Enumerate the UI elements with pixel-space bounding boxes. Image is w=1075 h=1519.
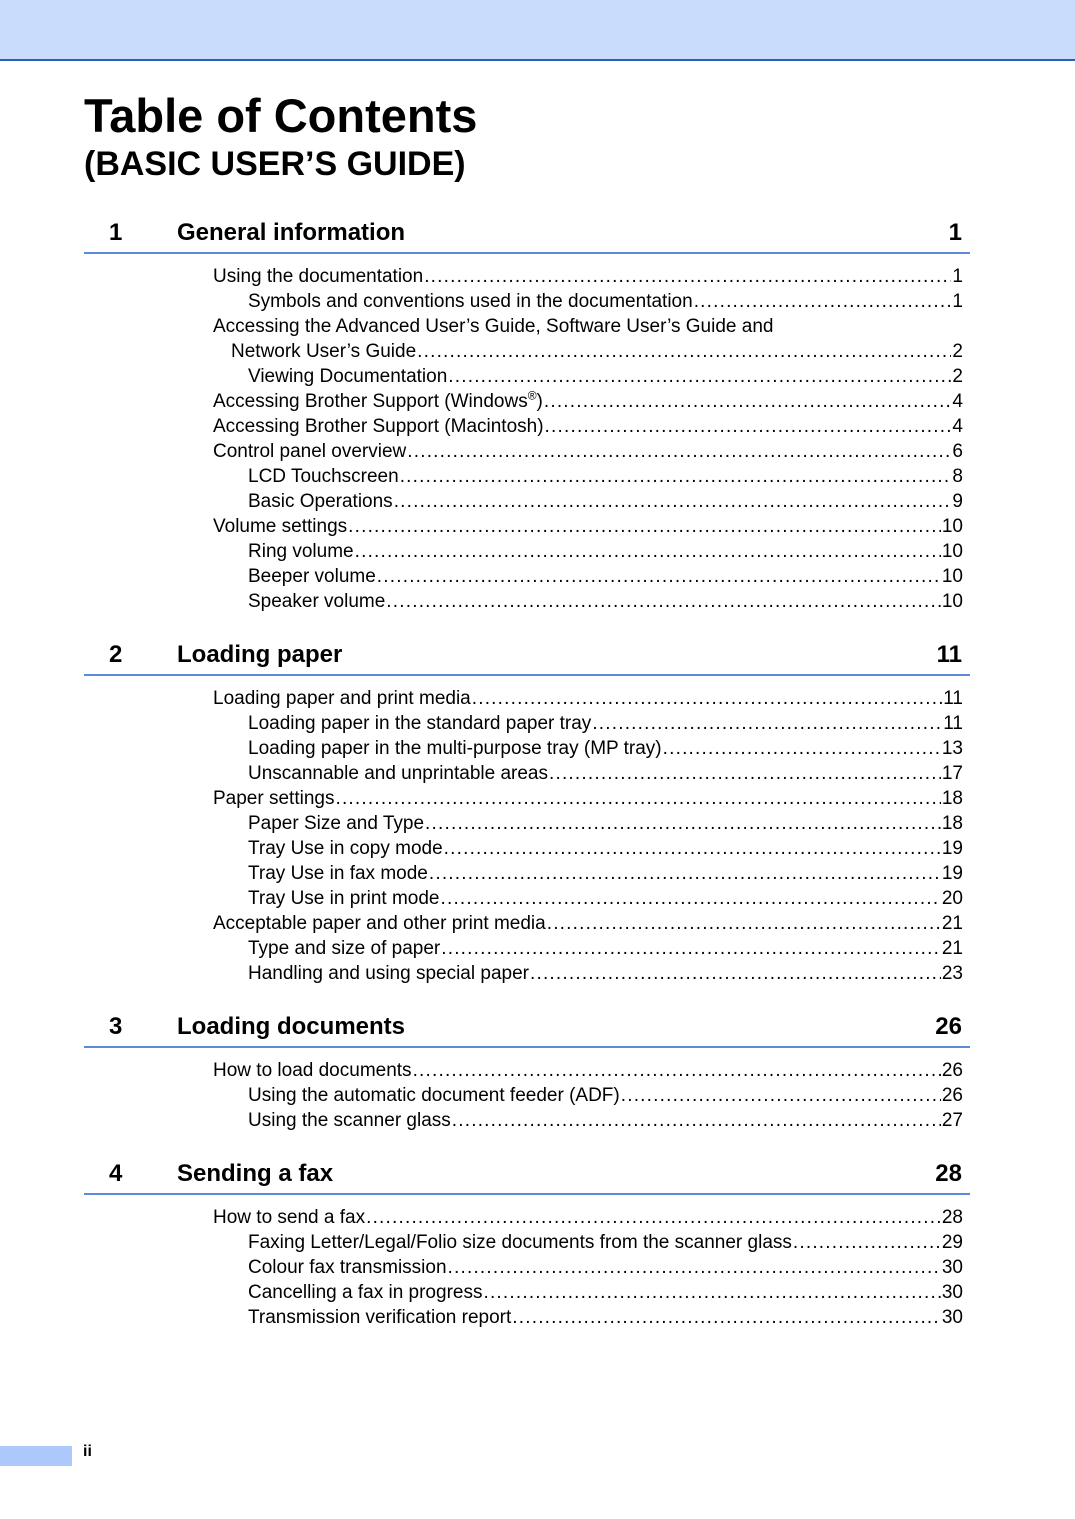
chapter-number: 2: [109, 641, 123, 668]
toc-entry[interactable]: [248, 464, 963, 489]
toc-entry[interactable]: [213, 314, 963, 339]
chapter-page: 1: [948, 219, 962, 246]
toc-entry[interactable]: [248, 1305, 963, 1330]
toc-entry[interactable]: [248, 1083, 963, 1108]
entry-text: Accessing the Advanced User’s Guide, Software User’s Guide and: [213, 316, 774, 337]
toc-entry[interactable]: [213, 786, 963, 811]
entry-text: Paper settings: [213, 788, 335, 809]
entry-page: 23: [941, 963, 963, 984]
toc-entry[interactable]: [213, 414, 963, 439]
entry-text: Accessing Brother Support (Windows®): [213, 389, 543, 412]
dot-leader: [448, 364, 951, 389]
chapter-2: [84, 636, 970, 986]
entry-text: Tray Use in print mode: [248, 888, 440, 909]
entry-text: Loading paper in the standard paper tray: [248, 713, 592, 734]
toc-entry[interactable]: [248, 861, 963, 886]
dot-leader: [355, 539, 941, 564]
dot-leader: [377, 564, 941, 589]
entry-text: Viewing Documentation: [248, 366, 448, 387]
entry-page: 11: [943, 688, 963, 709]
dot-leader: [444, 836, 941, 861]
dot-leader: [663, 736, 941, 761]
toc-entry-continuation[interactable]: [231, 339, 963, 364]
dot-leader: [545, 414, 952, 439]
dot-leader: [544, 389, 952, 414]
toc-entry[interactable]: [248, 1255, 963, 1280]
toc-entry[interactable]: [213, 686, 963, 711]
toc-entry[interactable]: [248, 289, 963, 314]
toc-entry[interactable]: [248, 736, 963, 761]
entry-page: 10: [941, 541, 963, 562]
entry-text: Using the documentation: [213, 266, 424, 287]
chapter-page: 26: [935, 1013, 962, 1040]
chapter-number: 3: [109, 1013, 123, 1040]
entry-page: 30: [941, 1282, 963, 1303]
entry-page: 29: [941, 1232, 963, 1253]
page-title: Table of Contents: [84, 89, 478, 142]
entry-page: 19: [941, 838, 963, 859]
toc-entry[interactable]: [248, 886, 963, 911]
entry-page: 21: [941, 938, 963, 959]
chapter-3: [84, 1008, 970, 1133]
toc-entry[interactable]: [248, 811, 963, 836]
toc-entry[interactable]: [248, 836, 963, 861]
entry-page: 1: [952, 266, 963, 287]
toc-entry[interactable]: [213, 389, 963, 414]
toc-entry[interactable]: [248, 1108, 963, 1133]
entry-text: Tray Use in fax mode: [248, 863, 428, 884]
dot-leader: [592, 711, 942, 736]
entry-page: 20: [941, 888, 963, 909]
entry-page: 28: [941, 1207, 963, 1228]
toc-entry[interactable]: [248, 564, 963, 589]
chapter-title: General information: [177, 219, 406, 246]
dot-leader: [694, 289, 952, 314]
toc-entry[interactable]: [248, 589, 963, 614]
chapter-heading[interactable]: [84, 636, 970, 676]
entry-page: 4: [952, 416, 963, 437]
dot-leader: [530, 961, 941, 986]
entry-page: 13: [941, 738, 963, 759]
page-subtitle: (BASIC USER’S GUIDE): [84, 145, 466, 183]
dot-leader: [407, 439, 951, 464]
entry-text: Type and size of paper: [248, 938, 441, 959]
page-number: ii: [83, 1443, 92, 1460]
toc-entry[interactable]: [248, 489, 963, 514]
dot-leader: [621, 1083, 941, 1108]
chapter-title: Loading paper: [177, 641, 343, 668]
dot-leader: [425, 811, 941, 836]
header-band: [0, 0, 1075, 61]
entry-page: 17: [941, 763, 963, 784]
entry-text: Volume settings: [213, 516, 348, 537]
dot-leader: [400, 464, 952, 489]
entry-page: 11: [943, 713, 963, 734]
chapter-number: 4: [109, 1160, 123, 1187]
entry-text: Symbols and conventions used in the documentation: [248, 291, 693, 312]
toc-entry[interactable]: [248, 761, 963, 786]
toc-entry[interactable]: [248, 1230, 963, 1255]
chapter-1: [84, 214, 970, 614]
entry-text: How to load documents: [213, 1060, 412, 1081]
toc-entry[interactable]: [248, 961, 963, 986]
entry-page: 6: [952, 441, 963, 462]
toc-entry[interactable]: [213, 911, 963, 936]
dot-leader: [440, 886, 940, 911]
entry-text: Using the scanner glass: [248, 1110, 451, 1131]
toc-entry[interactable]: [248, 539, 963, 564]
dot-leader: [441, 936, 941, 961]
dot-leader: [547, 911, 941, 936]
entry-text: Using the automatic document feeder (ADF): [248, 1085, 620, 1106]
dot-leader: [483, 1280, 940, 1305]
entry-text: Ring volume: [248, 541, 354, 562]
table-of-contents: [84, 214, 970, 1352]
entry-text: Accessing Brother Support (Macintosh): [213, 416, 544, 437]
chapter-heading[interactable]: [84, 1008, 970, 1048]
chapter-4: [84, 1155, 970, 1330]
chapter-page: 11: [936, 641, 962, 668]
entry-text: Transmission verification report: [248, 1307, 512, 1328]
entry-text: Faxing Letter/Legal/Folio size documents from the scanner glass: [248, 1232, 792, 1253]
entry-text: Loading paper and print media: [213, 688, 471, 709]
entry-text: Network User’s Guide: [231, 341, 417, 362]
entry-text: Unscannable and unprintable areas: [248, 763, 548, 784]
chapter-heading[interactable]: [84, 1155, 970, 1195]
entry-page: 26: [941, 1085, 963, 1106]
entry-text: Basic Operations: [248, 491, 393, 512]
footer-band: [0, 1446, 72, 1466]
entry-text: Cancelling a fax in progress: [248, 1282, 483, 1303]
chapter-page: 28: [935, 1160, 962, 1187]
entry-text: Handling and using special paper: [248, 963, 529, 984]
toc-entry[interactable]: [248, 936, 963, 961]
entry-page: 10: [941, 516, 963, 537]
entry-page: 18: [941, 813, 963, 834]
dot-leader: [386, 589, 941, 614]
entry-text: Loading paper in the multi-purpose tray (MP tray): [248, 738, 662, 759]
entry-page: 2: [952, 341, 963, 362]
chapter-title: Sending a fax: [177, 1160, 334, 1187]
dot-leader: [448, 1255, 941, 1280]
entry-page: 27: [941, 1110, 963, 1131]
dot-leader: [512, 1305, 941, 1330]
entry-page: 10: [941, 591, 963, 612]
entry-page: 8: [952, 466, 963, 487]
entry-text: Beeper volume: [248, 566, 376, 587]
entry-page: 4: [952, 391, 963, 412]
entry-page: 26: [941, 1060, 963, 1081]
entry-page: 10: [941, 566, 963, 587]
toc-entry[interactable]: [213, 514, 963, 539]
entry-text: Control panel overview: [213, 441, 407, 462]
entry-page: 19: [941, 863, 963, 884]
entry-page: 21: [941, 913, 963, 934]
toc-entry[interactable]: [248, 1280, 963, 1305]
dot-leader: [452, 1108, 941, 1133]
dot-leader: [348, 514, 941, 539]
dot-leader: [394, 489, 952, 514]
dot-leader: [417, 339, 951, 364]
entry-text: Colour fax transmission: [248, 1257, 447, 1278]
dot-leader: [413, 1058, 941, 1083]
toc-entry[interactable]: [213, 1058, 963, 1083]
toc-entry[interactable]: [213, 1205, 963, 1230]
toc-entry[interactable]: [213, 264, 963, 289]
registered-mark: ®: [527, 389, 537, 403]
toc-entry[interactable]: [248, 711, 963, 736]
toc-entry[interactable]: [213, 439, 963, 464]
entry-page: 2: [952, 366, 963, 387]
dot-leader: [793, 1230, 941, 1255]
dot-leader: [472, 686, 943, 711]
dot-leader: [549, 761, 941, 786]
entry-text: Acceptable paper and other print media: [213, 913, 546, 934]
dot-leader: [429, 861, 941, 886]
entry-text: How to send a fax: [213, 1207, 366, 1228]
entry-page: 30: [941, 1257, 963, 1278]
entry-page: 1: [952, 291, 963, 312]
dot-leader: [424, 264, 951, 289]
entry-page: 30: [941, 1307, 963, 1328]
chapter-heading[interactable]: [84, 214, 970, 254]
chapter-title: Loading documents: [177, 1013, 405, 1040]
entry-text: Speaker volume: [248, 591, 386, 612]
entry-page: 9: [952, 491, 963, 512]
chapter-number: 1: [109, 219, 123, 246]
dot-leader: [366, 1205, 941, 1230]
entry-text: LCD Touchscreen: [248, 466, 399, 487]
toc-entry[interactable]: [248, 364, 963, 389]
dot-leader: [335, 786, 940, 811]
entry-text: Paper Size and Type: [248, 813, 425, 834]
entry-page: 18: [941, 788, 963, 809]
entry-text: Tray Use in copy mode: [248, 838, 443, 859]
